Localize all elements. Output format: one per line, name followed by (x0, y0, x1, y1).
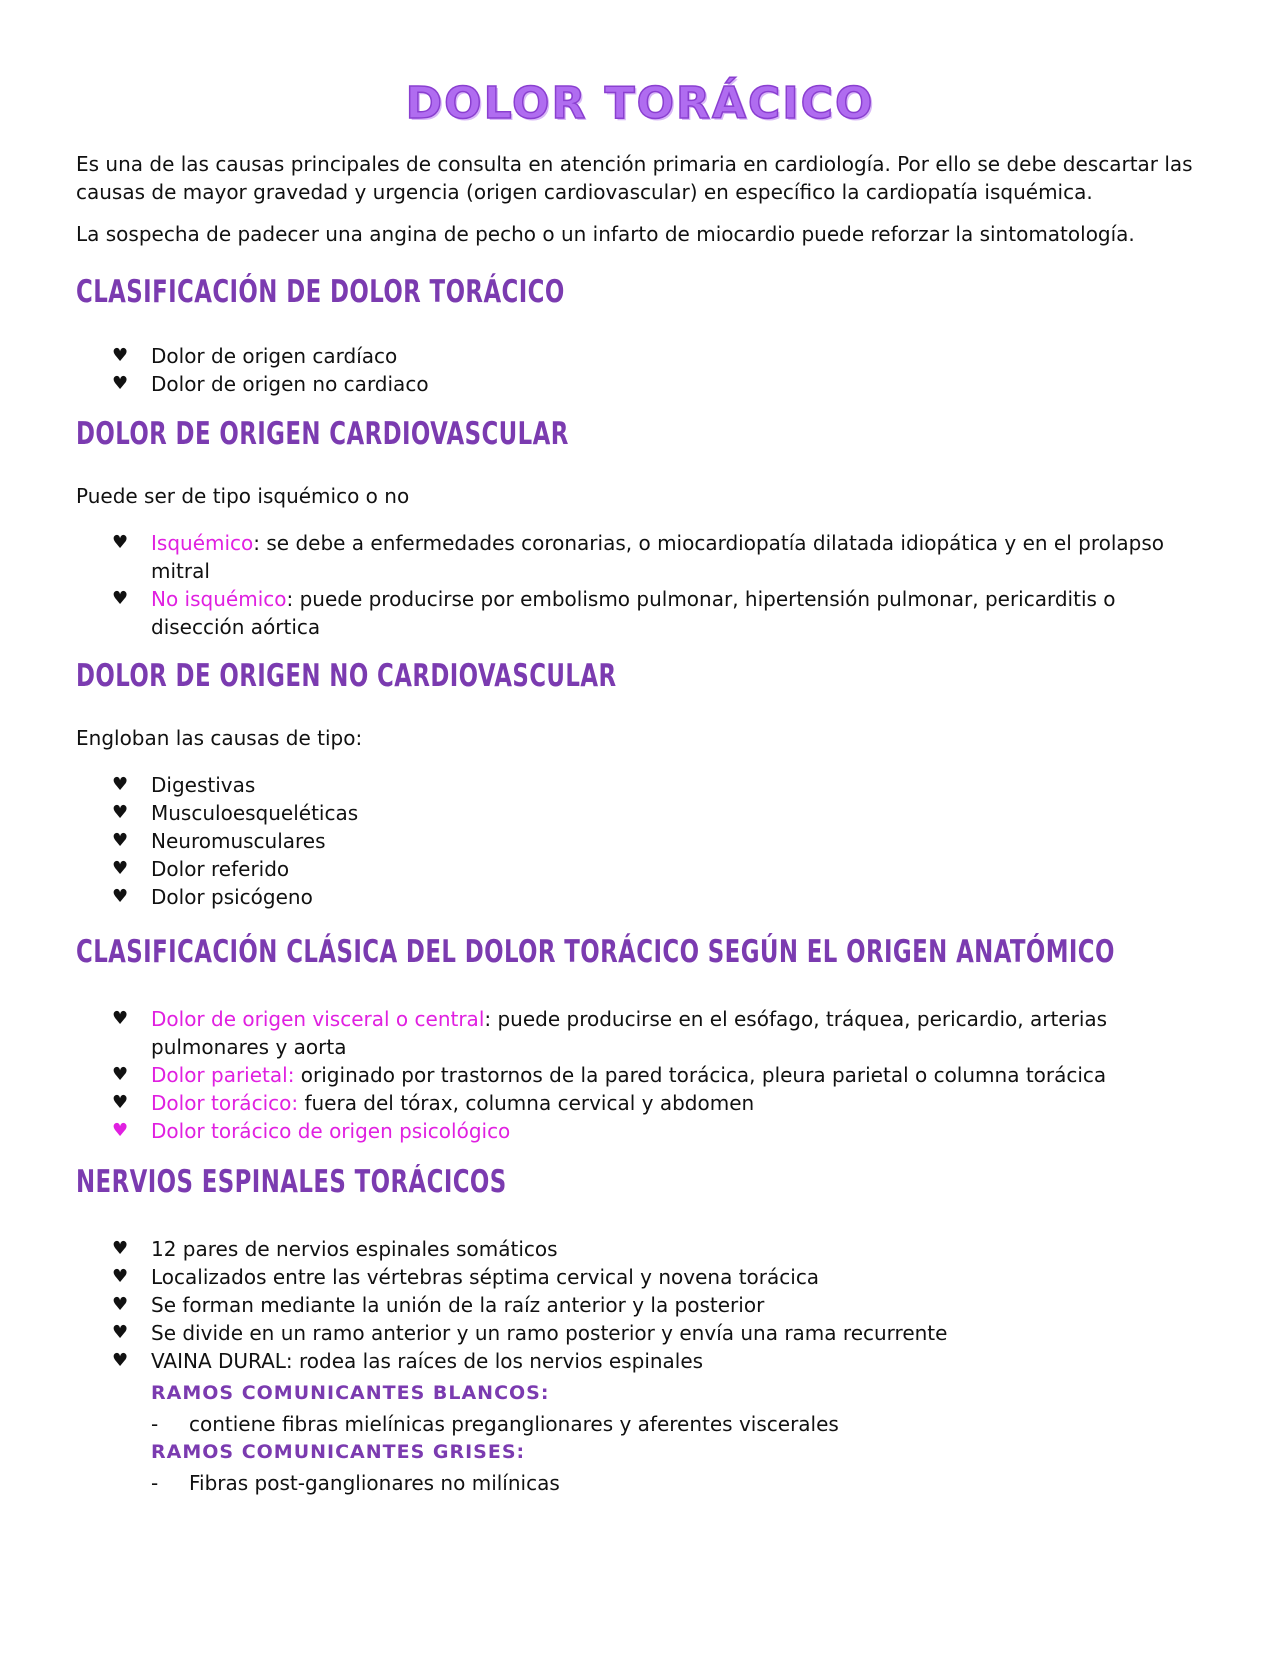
list-clasificacion (112, 342, 1212, 398)
term-isquemico: Isquémico (151, 531, 254, 555)
list-item: ♥ Localizados entre las vértebras séptima cervical y novena torácica (112, 1265, 820, 1289)
list-anatomico (112, 1005, 1212, 1145)
heart-bullet-icon: ♥ (112, 1120, 129, 1141)
list-item: ♥ Neuromusculares (112, 829, 326, 853)
heart-bullet-icon: ♥ (112, 1064, 129, 1085)
heart-bullet-icon: ♥ (112, 373, 129, 394)
subheading-ramos-grises: RAMOS COMUNICANTES GRISES: (151, 1441, 526, 1463)
list-item: ♥ Digestivas (112, 773, 256, 797)
list-item: ♥ Isquémico: se debe a enfermedades coronarias, o miocardiopatía dilatada idiopática y en el prolapso mitral (112, 531, 1165, 583)
heart-bullet-icon: ♥ (112, 588, 129, 609)
heart-bullet-icon: ♥ (112, 802, 129, 823)
list-item: ♥ Se forman mediante la unión de la raíz anterior y la posterior (112, 1293, 765, 1317)
list-item (112, 1117, 1212, 1145)
heading-cardiovascular: DOLOR DE ORIGEN CARDIOVASCULAR (76, 416, 569, 452)
heading-clasificacion: CLASIFICACIÓN DE DOLOR TORÁCICO (76, 274, 565, 310)
page-title: DOLOR TORÁCICO (405, 78, 875, 129)
list-cardiovascular (112, 529, 1212, 641)
list-nervios (112, 1235, 1212, 1375)
dash-item-blancos: - contiene fibras mielínicas preganglionares y aferentes viscerales (151, 1412, 839, 1436)
heart-bullet-icon: ♥ (112, 1008, 129, 1029)
intro-paragraph-1: Es una de las causas principales de consulta en atención primaria en cardiología. Por ello se debe descartar las causas de mayor gravedad y urgencia (origen cardiovascular) en específico la cardiopatía isquémica. (76, 152, 1193, 204)
heart-bullet-icon: ♥ (112, 1238, 129, 1259)
list-item: ♥ Dolor de origen no cardiaco (112, 372, 429, 396)
heart-bullet-icon: ♥ (112, 858, 129, 879)
list-item: ♥ Dolor torácico: fuera del tórax, columna cervical y abdomen (112, 1091, 755, 1115)
heart-bullet-icon: ♥ (112, 345, 129, 366)
list-item: ♥ VAINA DURAL: rodea las raíces de los nervios espinales (112, 1349, 704, 1373)
heart-bullet-icon: ♥ (112, 1350, 129, 1371)
heart-bullet-icon: ♥ (112, 1322, 129, 1343)
no-cardiovascular-intro: Engloban las causas de tipo: (76, 726, 363, 750)
heart-bullet-icon: ♥ (112, 532, 129, 553)
heart-bullet-icon: ♥ (112, 1092, 129, 1113)
list-item: ♥ Dolor de origen cardíaco (112, 344, 398, 368)
dash-bullet: - (151, 1471, 159, 1495)
dash-bullet: - (151, 1412, 159, 1436)
list-item: ♥ 12 pares de nervios espinales somáticos (112, 1237, 558, 1261)
subheading-ramos-blancos: RAMOS COMUNICANTES BLANCOS: (151, 1382, 550, 1404)
term-no-isquemico: No isquémico (151, 587, 287, 611)
term-toracico: Dolor torácico: (151, 1091, 299, 1115)
heart-bullet-icon: ♥ (112, 1266, 129, 1287)
list-item: ♥ Musculoesqueléticas (112, 801, 359, 825)
heading-no-cardiovascular: DOLOR DE ORIGEN NO CARDIOVASCULAR (76, 658, 617, 694)
heading-anatomico: CLASIFICACIÓN CLÁSICA DEL DOLOR TORÁCICO SEGÚN EL ORIGEN ANATÓMICO (76, 934, 1115, 970)
heart-bullet-icon: ♥ (112, 774, 129, 795)
heart-bullet-icon: ♥ (112, 830, 129, 851)
heart-bullet-icon: ♥ (112, 886, 129, 907)
heart-bullet-icon: ♥ (112, 1294, 129, 1315)
cardiovascular-intro: Puede ser de tipo isquémico o no (76, 484, 410, 508)
list-item: ♥ Dolor psicógeno (112, 885, 313, 909)
list-no-cardiovascular (112, 771, 1212, 911)
list-item: ♥ Dolor parietal: originado por trastornos de la pared torácica, pleura parietal o columna torácica (112, 1063, 1107, 1087)
term-psicologico: Dolor torácico de origen psicológico (151, 1119, 511, 1143)
dash-item-grises: - Fibras post-ganglionares no milínicas (151, 1471, 560, 1495)
term-visceral: Dolor de origen visceral o central (151, 1007, 485, 1031)
intro-paragraph-2: La sospecha de padecer una angina de pecho o un infarto de miocardio puede reforzar la sintomatología. (76, 222, 1135, 246)
list-item: ♥ Dolor referido (112, 857, 290, 881)
list-item: ♥ Se divide en un ramo anterior y un ramo posterior y envía una rama recurrente (112, 1321, 948, 1345)
list-item: ♥ Dolor de origen visceral o central: puede producirse en el esófago, tráquea, pericardio, arterias pulmonares y aorta (112, 1007, 1108, 1059)
heading-nervios: NERVIOS ESPINALES TORÁCICOS (76, 1164, 507, 1200)
list-item: ♥ No isquémico: puede producirse por embolismo pulmonar, hipertensión pulmonar, pericarditis o disección aórtica (112, 587, 1116, 639)
term-parietal: Dolor parietal: (151, 1063, 295, 1087)
